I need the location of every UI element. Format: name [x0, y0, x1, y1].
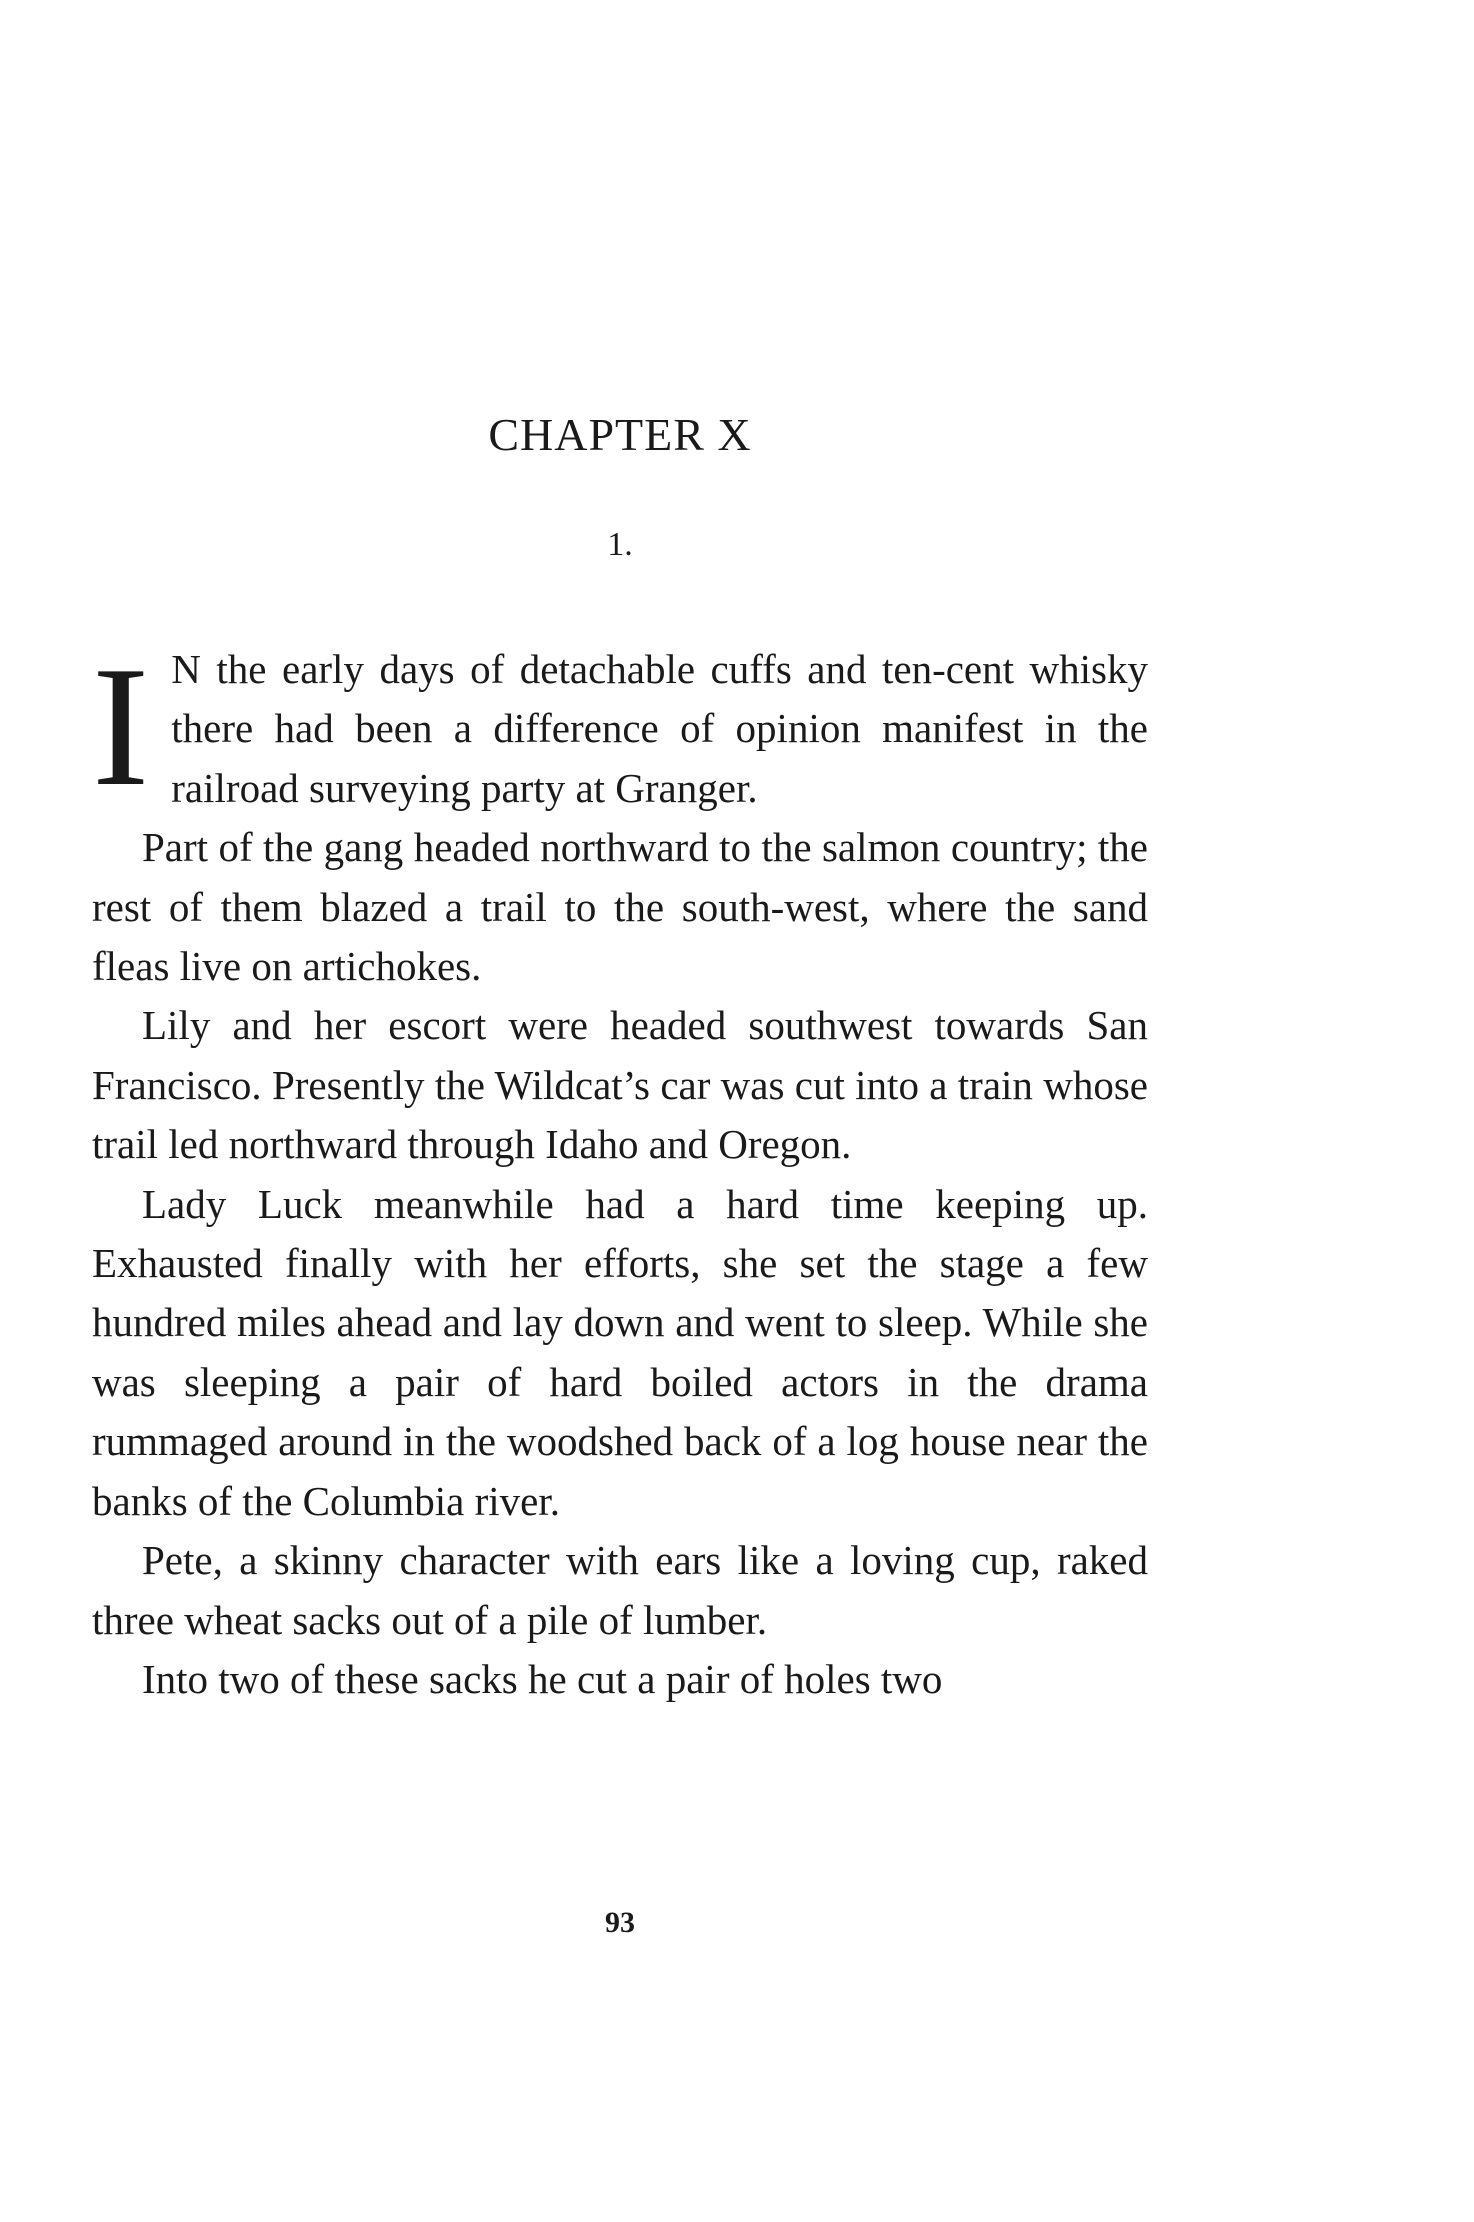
- page-number: 93: [605, 1906, 635, 1939]
- chapter-title: CHAPTER X: [488, 409, 752, 460]
- section-number: 1.: [607, 526, 633, 563]
- body-text: [92, 632, 1148, 1709]
- paragraph-5: Pete, a skinny character with ears like a loving cup, raked three wheat sacks out of a pile of lumber.: [92, 1537, 1148, 1643]
- paragraph-2: Part of the gang headed northward to the salmon country; the rest of them blazed a trail to the south-west, where the sand fleas live on artichokes.: [92, 824, 1148, 990]
- drop-cap: I: [92, 632, 150, 822]
- paragraph-3: Lily and her escort were headed southwest towards San Francisco. Presently the Wildcat’s car was cut into a train whose trail led northward through Idaho and Oregon.: [92, 1002, 1148, 1168]
- paragraph-6: Into two of these sacks he cut a pair of holes two: [142, 1655, 943, 1702]
- paragraph-1: [92, 632, 1148, 822]
- paragraph-4: Lady Luck meanwhile had a hard time keeping up. Exhausted finally with her efforts, she set the stage a few hundred miles ahead and lay down and went to sleep. While she was sleeping a pair of hard boiled actors in the drama rummaged around in the woodshed back of a log house near the banks of the Columbia river.: [92, 1180, 1148, 1524]
- paragraph-text: N the early days of detachable cuffs and ten-cent whisky there had been a difference of opinion manifest in the railroad surveying party at Granger.: [171, 646, 1148, 811]
